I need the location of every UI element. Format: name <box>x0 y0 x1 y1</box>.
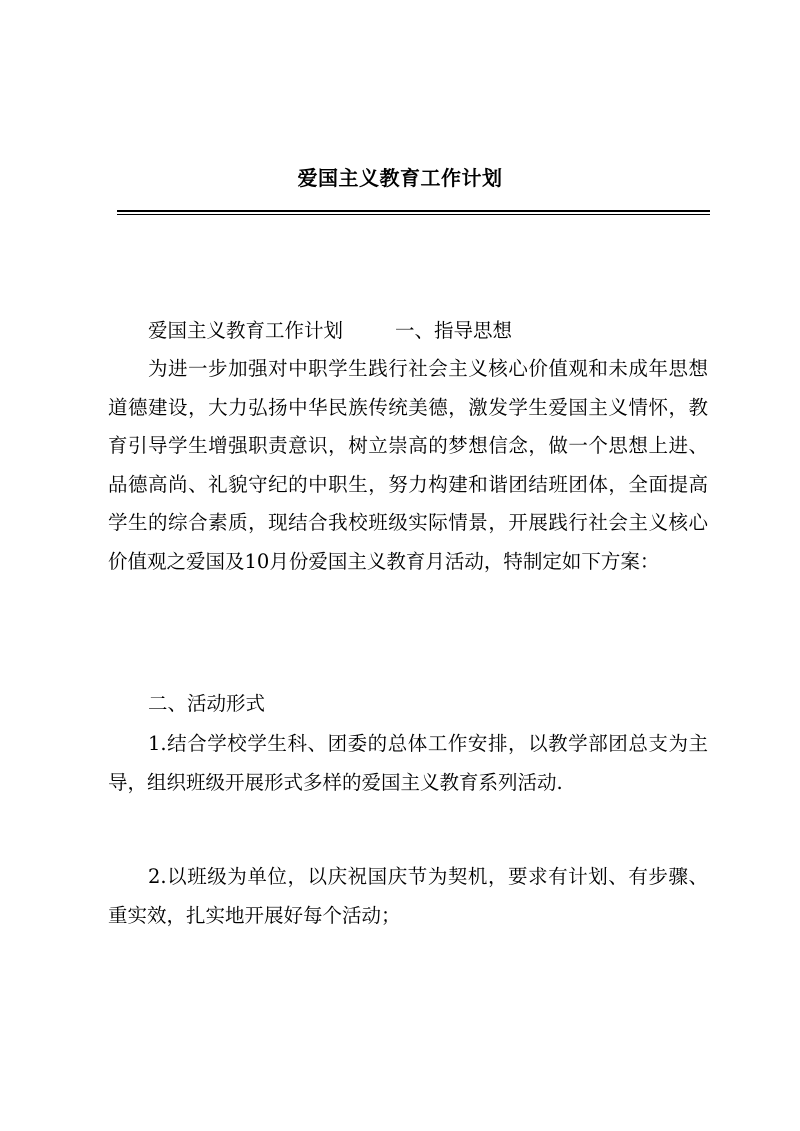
list-item: 2.以班级为单位，以庆祝国庆节为契机，要求有计划、有步骤、重实效，扎实地开展好每个活动； <box>108 865 708 927</box>
list-item: 1.结合学校学生科、团委的总体工作安排，以教学部团总支为主导，组织班级开展形式多样的爱国主义教育系列活动. <box>108 732 708 794</box>
document-title: 爱国主义教育工作计划 <box>297 166 503 190</box>
title-divider <box>117 210 710 212</box>
heading-line <box>108 312 708 351</box>
section-one-heading: 一、指导思想 <box>395 319 513 342</box>
title-divider-thin <box>117 214 710 215</box>
doc-name-text: 爱国主义教育工作计划 <box>148 319 344 342</box>
section-two-heading: 二、活动形式 <box>148 692 266 715</box>
intro-paragraph: 为进一步加强对中职学生践行社会主义核心价值观和未成年思想道德建设，大力弘扬中华民族传统美德，激发学生爱国主义情怀，教育引导学生增强职责意识，树立崇高的梦想信念，做一个思想上进、品德高尚、礼貌守纪的中职生，努力构建和谐团结班团体，全面提高学生的综合素质，现结合我校班级实际情景，开展践行社会主义核心价值观之爱国及10月份爱国主义教育月活动，特制定如下方案： <box>108 357 708 573</box>
